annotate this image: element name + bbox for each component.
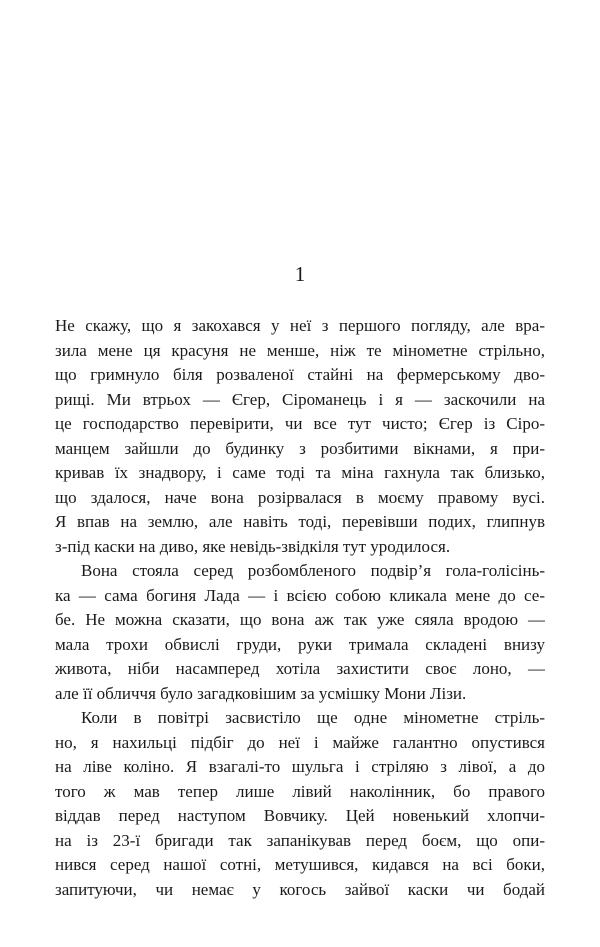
text-line: що здалося, наче вона розірвалася в моєму правому вусі. xyxy=(55,487,545,507)
text-line: нився серед нашої сотні, метушився, кидався на всі боки, xyxy=(55,855,545,874)
text-line: це господарство перевірити, чи все тут чисто; Єгер із Сіро- xyxy=(55,414,545,433)
text-line: запитуючи, чи немає у когось зайвої каски чи бодай xyxy=(55,879,545,899)
text-line: що гримнуло біля розваленої стайні на фермерському дво- xyxy=(55,365,545,384)
text-line: живота, ніби насамперед хотіла захистити своє лоно, — xyxy=(55,659,545,678)
text-line: Вона стояла серед розбомбленого подвір’я гола-голісінь- xyxy=(81,561,545,580)
text-line: Коли в повітрі засвистіло ще одне мінометне стріль- xyxy=(81,708,545,727)
text-line: бе. Не можна сказати, що вона аж так уже сяяла вродою — xyxy=(55,610,545,629)
text-line: віддав перед наступом Вовчику. Цей новенький хлопчи- xyxy=(55,806,545,825)
text-line: Не скажу, що я закохався у неї з першого погляду, але вра- xyxy=(55,316,545,335)
text-line: з-під каски на диво, яке невідь-звідкіля тут уродилося. xyxy=(55,536,451,556)
text-line: ка — сама богиня Лада — і всією собою кликала мене до се- xyxy=(55,585,545,605)
paragraph xyxy=(55,314,545,559)
text-line: манцем зайшли до будинку з розбитими вікнами, я при- xyxy=(55,438,545,458)
text-line: на ліве коліно. Я взагалі-то шульга і стріляю з лівої, а до xyxy=(55,757,545,776)
text-line: но, я нахильці підбіг до неї і майже галантно опустився xyxy=(55,732,545,752)
text-line: зила мене ця красуня не менше, ніж те мінометне стрільно, xyxy=(55,340,545,360)
text-line: того ж мав тепер лише лівий наколінник, бо правого xyxy=(55,781,545,801)
chapter-number: 1 xyxy=(294,262,306,286)
paragraph xyxy=(55,706,545,902)
text-line: рищі. Ми втрьох — Єгер, Сіроманець і я — заскочили на xyxy=(55,389,545,409)
text-line: на із 23-ї бригади так запанікував перед боєм, що опи- xyxy=(55,830,545,850)
text-line: Я впав на землю, але навіть тоді, перевівши подих, глипнув xyxy=(55,512,545,531)
text-line: кривав їх знадвору, і саме тоді та міна гахнула так близько, xyxy=(55,463,545,482)
paragraph xyxy=(55,559,545,706)
text-line: мала трохи обвислі груди, руки тримала складені внизу xyxy=(55,634,545,654)
text-line: але її обличчя було загадковішим за усмішку Мони Лізи. xyxy=(55,683,467,703)
text-block xyxy=(55,314,545,902)
